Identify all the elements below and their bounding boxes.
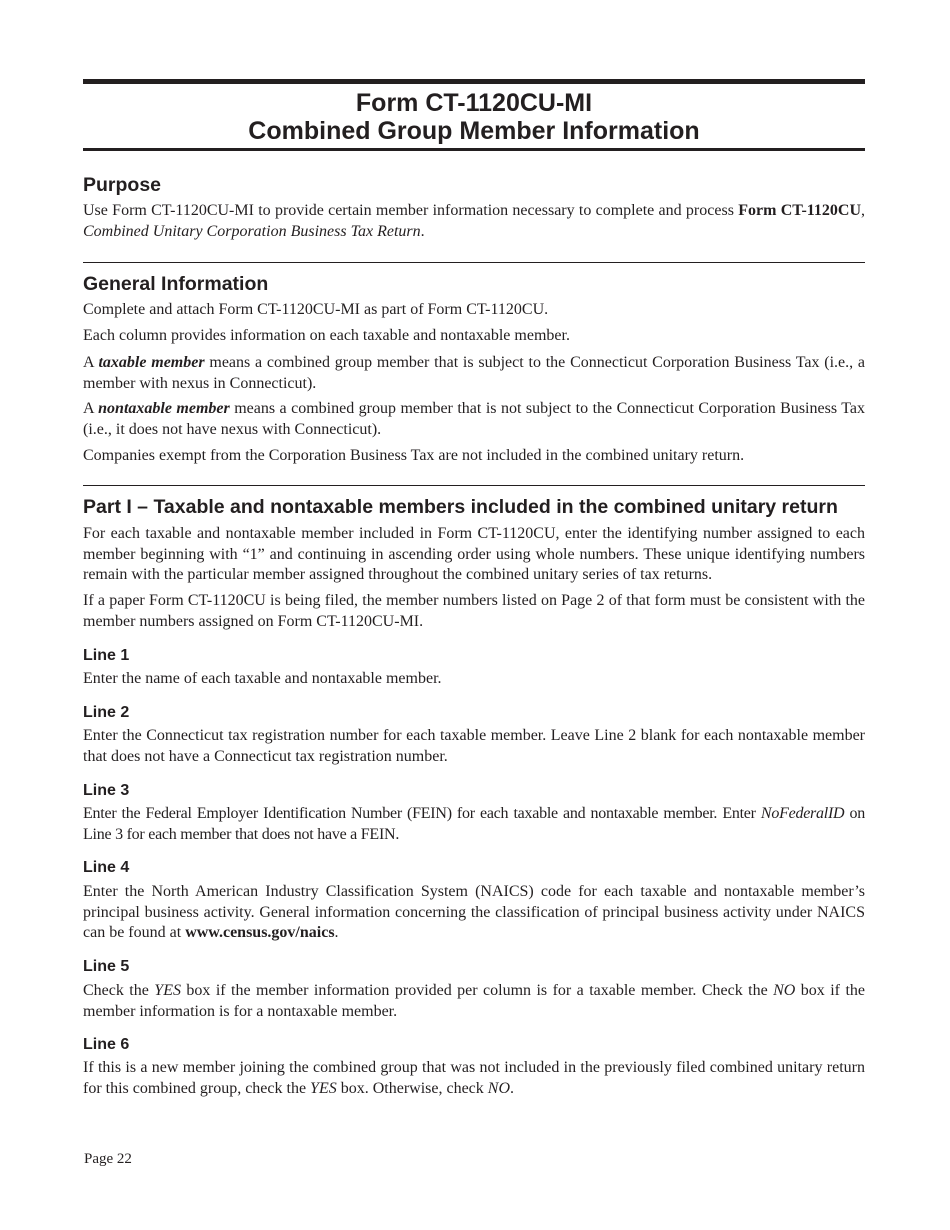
line4-heading: Line 4 bbox=[83, 859, 130, 876]
taxable-member-definition: A taxable member means a combined group member that is subject to the Connecticut Corporation Business Tax (i.e., a member with nexus in Connecticut). bbox=[83, 354, 866, 392]
line3-text: Enter the Federal Employer Identification Number (FEIN) for each taxable and nontaxable member. Enter NoFederalID on Line 3 for each member that does not have a FEIN. bbox=[83, 805, 866, 843]
general-paragraph-2: Each column provides information on each taxable and nontaxable member. bbox=[83, 327, 570, 344]
part1-paragraph-1: For each taxable and nontaxable member included in Form CT-1120CU, enter the identifying number assigned to each member beginning with “1” and continuing in ascending order using whole numbers. These unique identifying numbers remain with the particular member assigned throughout the combined unitary series of tax returns. bbox=[83, 525, 865, 583]
header-bottom-rule bbox=[83, 148, 865, 151]
header-top-rule bbox=[83, 79, 865, 84]
line6-heading: Line 6 bbox=[83, 1036, 130, 1053]
section-divider bbox=[83, 262, 865, 263]
line1-heading: Line 1 bbox=[83, 647, 130, 664]
line1-text: Enter the name of each taxable and nontaxable member. bbox=[83, 670, 442, 687]
line2-text: Enter the Connecticut tax registration number for each taxable member. Leave Line 2 blank for each nontaxable member that does not have a Connecticut tax registration number. bbox=[83, 727, 865, 765]
section-divider bbox=[83, 485, 865, 486]
line5-text: Check the YES box if the member information provided per column is for a taxable member. Check the NO box if the member information is for a nontaxable member. bbox=[83, 982, 865, 1020]
general-info-heading: General Information bbox=[83, 273, 269, 295]
part1-heading: Part I – Taxable and nontaxable members included in the combined unitary return bbox=[83, 496, 838, 518]
general-paragraph-1: Complete and attach Form CT-1120CU-MI as part of Form CT-1120CU. bbox=[83, 301, 549, 318]
purpose-heading: Purpose bbox=[83, 174, 162, 196]
form-title: Form CT-1120CU-MI bbox=[355, 89, 593, 117]
general-paragraph-5: Companies exempt from the Corporation Business Tax are not included in the combined unitary return. bbox=[83, 447, 745, 464]
page-number: Page 22 bbox=[84, 1151, 132, 1167]
line2-heading: Line 2 bbox=[83, 704, 130, 721]
line5-heading: Line 5 bbox=[83, 958, 130, 975]
naics-link: www.census.gov/naics bbox=[185, 924, 335, 941]
part1-paragraph-2: If a paper Form CT-1120CU is being filed, the member numbers listed on Page 2 of that form must be consistent with the member numbers assigned on Form CT-1120CU-MI. bbox=[83, 592, 865, 630]
form-subtitle: Combined Group Member Information bbox=[248, 117, 700, 145]
purpose-paragraph: Use Form CT-1120CU-MI to provide certain member information necessary to complete and process Form CT-1120CU, Combined Unitary Corporation Business Tax Return. bbox=[83, 202, 865, 240]
line4-text: Enter the North American Industry Classification System (NAICS) code for each taxable and nontaxable member’s principal business activity. General information concerning the classification of principal business activity under NAICS can be found at www.census.gov/naics. bbox=[83, 883, 865, 941]
line6-text: If this is a new member joining the combined group that was not included in the previously filed combined unitary return for this combined group, check the YES box. Otherwise, check NO. bbox=[83, 1059, 865, 1097]
line3-heading: Line 3 bbox=[83, 782, 130, 799]
nontaxable-member-definition: A nontaxable member means a combined group member that is not subject to the Connecticut Corporation Business Tax (i.e., it does not have nexus with Connecticut). bbox=[83, 400, 865, 438]
